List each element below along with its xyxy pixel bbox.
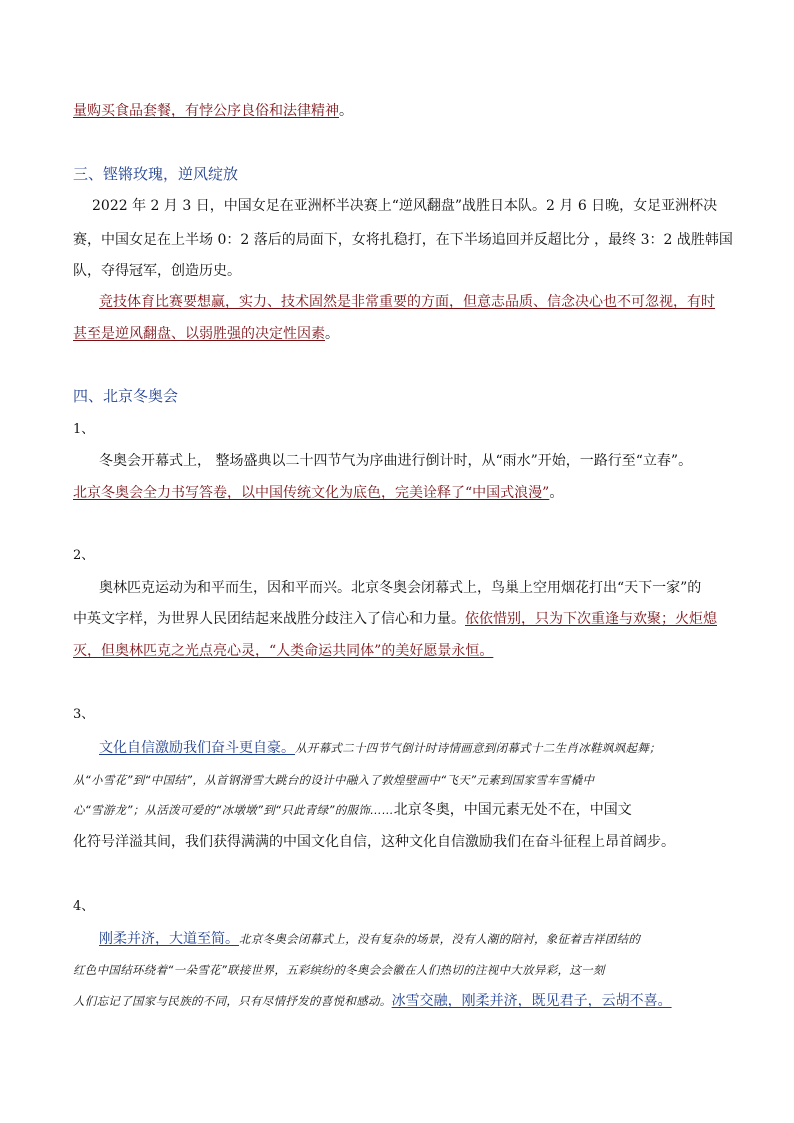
intro-end: 。 bbox=[339, 103, 353, 119]
section3-para2-red2: 甚至是逆风翻盘、以弱胜强的决定性因素 bbox=[73, 326, 325, 342]
section3-para2-line1 bbox=[99, 292, 715, 312]
item3-script-text3: 心“雪游龙”；从活泼可爱的“冰墩墩”到“只此青绿”的服饰…… bbox=[73, 803, 394, 817]
section4-heading: 四、北京冬奥会 bbox=[73, 387, 179, 405]
item3-script-text1: 从开幕式二十四节气倒计时诗情画意到闭幕式十二生肖冰鞋飒飒起舞； bbox=[295, 741, 661, 755]
item2-line3 bbox=[73, 641, 493, 661]
intro-line bbox=[73, 101, 353, 121]
section3-heading: 三、铿锵玫瑰，逆风绽放 bbox=[73, 165, 239, 183]
section3-para2-line2 bbox=[73, 324, 339, 344]
item4-blue-text1: 刚柔并济，大道至简。 bbox=[99, 931, 239, 947]
section3-para2-red1: 竞技体育比赛要想赢，实力、技术固然是非常重要的方面，但意志品质、信念决心也不可忽视，有时 bbox=[99, 294, 715, 310]
item1-end: 。 bbox=[549, 485, 564, 501]
item4-line3 bbox=[73, 991, 672, 1011]
item1-number: 1、 bbox=[73, 422, 95, 437]
item4-script-text1: 北京冬奥会闭幕式上，没有复杂的场景，没有人潮的陪衬，象征着吉祥团结的 bbox=[239, 932, 641, 946]
item2-red-text1: 依依惜别，只为下次重逢与欢聚；火炬熄 bbox=[465, 611, 717, 627]
item4-line2: 红色中国结环绕着“一朵雪花”联接世界，五彩缤纷的冬奥会会徽在人们热切的注视中大放异彩，这一刻 bbox=[73, 963, 605, 977]
section3-para1-line1: 2022 年 2 月 3 日，中国女足在亚洲杯半决赛上“逆风翻盘”战胜日本队。2 月 6 日晚，女足亚洲杯决 bbox=[92, 198, 718, 214]
item3-number: 3、 bbox=[73, 707, 95, 722]
item4-line1 bbox=[99, 929, 640, 949]
item2-number: 2、 bbox=[73, 548, 95, 563]
item3-line3 bbox=[73, 800, 632, 820]
item3-line1 bbox=[99, 738, 661, 758]
item2-black-text: 中英文字样，为世界人民团结起来战胜分歧注入了信心和力量。 bbox=[73, 611, 465, 627]
item4-script-text3: 人们忘记了国家与民族的不同，只有尽情抒发的喜悦和感动。 bbox=[73, 994, 392, 1008]
item2-line2 bbox=[73, 609, 717, 629]
item1-red-text: 北京冬奥会全力书写答卷，以中国传统文化为底色，完美诠释了“中国式浪漫” bbox=[73, 485, 550, 501]
item3-black-text: 北京冬奥，中国元素无处不在，中国文 bbox=[393, 802, 632, 818]
item3-line4: 化符号洋溢其间，我们获得满满的中国文化自信，这种文化自信激励我们在奋斗征程上昂首阔步。 bbox=[73, 834, 675, 850]
item3-blue-text: 文化自信激励我们奋斗更自豪。 bbox=[99, 740, 295, 756]
section3-para1-line2: 赛，中国女足在上半场 0：2 落后的局面下，女将扎稳打，在下半场追回并反超比分 ，最终 3：2 战胜韩国 bbox=[73, 232, 733, 248]
item3-line2: 从“小雪花”到“中国结”，从首钢滑雪大跳台的设计中融入了敦煌壁画中“飞天”元素到国家雪车雪橇中 bbox=[73, 773, 595, 787]
section3-para1-line3: 队，夺得冠军，创造历史。 bbox=[73, 263, 241, 279]
intro-red-text: 量购买食品套餐，有悖公序良俗和法律精神 bbox=[73, 103, 339, 119]
item1-line2 bbox=[73, 483, 563, 503]
item4-blue-text2: 冰雪交融，刚柔并济，既见君子，云胡不喜。 bbox=[391, 993, 672, 1009]
item4-number: 4、 bbox=[73, 899, 95, 914]
item2-line1: 奥林匹克运动为和平而生，因和平而兴。北京冬奥会闭幕式上，鸟巢上空用烟花打出“天下一家”的 bbox=[99, 580, 702, 596]
item1-line1: 冬奥会开幕式上， 整场盛典以二十四节气为序曲进行倒计时，从“雨水”开始，一路行至“立春”。 bbox=[99, 453, 693, 469]
item2-red-text2: 灭，但奥林匹克之光点亮心灵，“人类命运共同体”的美好愿景永恒。 bbox=[73, 643, 494, 659]
section3-para2-end: 。 bbox=[325, 326, 339, 342]
